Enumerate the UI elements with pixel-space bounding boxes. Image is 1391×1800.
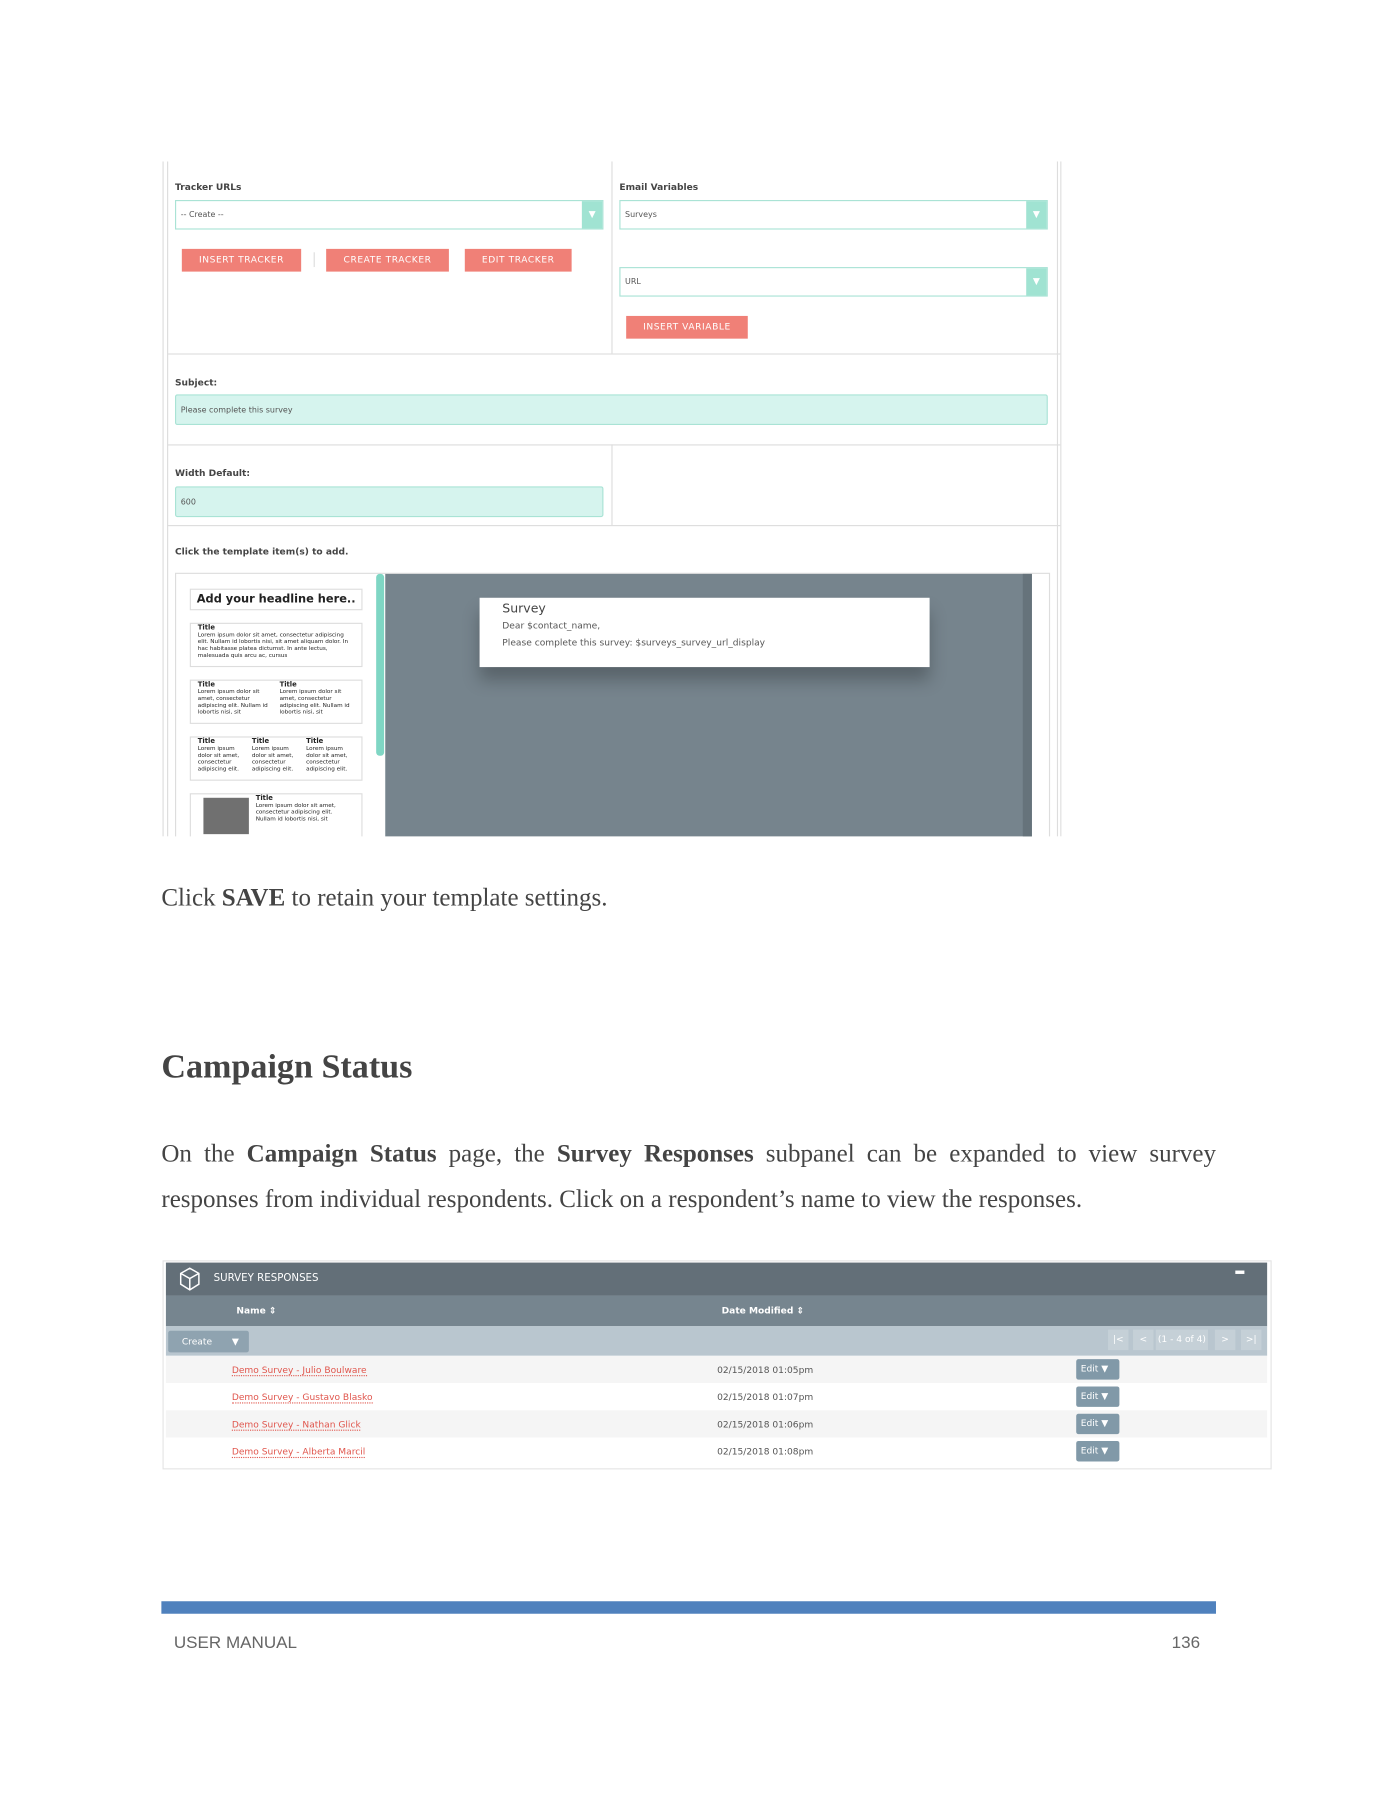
preview-title: Survey bbox=[502, 601, 546, 616]
paragraph-line-1 bbox=[161, 1139, 1216, 1169]
email-field-select[interactable] bbox=[619, 267, 1047, 297]
template-text: Lorem ipsum dolor sit amet, consectetur adipiscing elit. bbox=[251, 745, 294, 773]
insert-variable-button[interactable]: INSERT VARIABLE bbox=[626, 316, 748, 339]
insert-tracker-button[interactable]: INSERT TRACKER bbox=[182, 249, 301, 272]
table-row bbox=[166, 1383, 1267, 1410]
subject-input[interactable]: Please complete this survey bbox=[175, 394, 1048, 425]
survey-email-card[interactable] bbox=[480, 598, 930, 667]
email-module-value: Surveys bbox=[625, 210, 657, 220]
cube-icon bbox=[178, 1267, 201, 1291]
text: subpanel can be expanded to view survey bbox=[753, 1138, 1217, 1168]
edit-button[interactable]: Edit ▼ bbox=[1076, 1386, 1119, 1406]
date-modified: 02/15/2018 01:05pm bbox=[717, 1364, 814, 1376]
chevron-down-icon: ▼ bbox=[1026, 201, 1046, 228]
save-emphasis: SAVE bbox=[221, 883, 286, 912]
edit-button[interactable]: Edit ▼ bbox=[1076, 1359, 1119, 1379]
tracker-urls-label: Tracker URLs bbox=[175, 181, 242, 193]
edit-button[interactable]: Edit ▼ bbox=[1076, 1414, 1119, 1434]
preview-scrollbar[interactable] bbox=[1023, 574, 1032, 837]
preview-line: Please complete this survey: $surveys_survey_url_display bbox=[502, 637, 766, 648]
last-page-button[interactable]: >| bbox=[1241, 1330, 1261, 1350]
panel-header[interactable] bbox=[166, 1263, 1267, 1296]
tracker-url-select[interactable] bbox=[175, 200, 603, 230]
column-name-sort[interactable]: Name ⇕ bbox=[236, 1305, 277, 1316]
image-placeholder-icon bbox=[203, 798, 248, 834]
template-hint: Click the template item(s) to add. bbox=[175, 546, 349, 557]
template-text: Lorem ipsum dolor sit amet, consectetur adipiscing elit. Nullam id lobortis nisi, sit bbox=[279, 688, 350, 716]
respondent-link[interactable]: Demo Survey - Julio Boulware bbox=[231, 1364, 367, 1376]
table-row bbox=[166, 1438, 1267, 1465]
template-title: Title bbox=[255, 794, 273, 803]
edit-tracker-button[interactable]: EDIT TRACKER bbox=[465, 249, 572, 272]
template-text: Lorem ipsum dolor sit amet, consectetur adipiscing elit. bbox=[306, 745, 348, 773]
email-variables-label: Email Variables bbox=[619, 181, 699, 193]
template-title: Title bbox=[197, 623, 215, 632]
pagination-range: (1 - 4 of 4) bbox=[1156, 1330, 1208, 1350]
prev-page-button[interactable]: < bbox=[1133, 1330, 1153, 1350]
create-label: Create bbox=[181, 1336, 213, 1347]
emphasis: Campaign Status bbox=[246, 1138, 437, 1168]
respondent-link[interactable]: Demo Survey - Nathan Glick bbox=[231, 1419, 361, 1430]
template-editor-screenshot bbox=[161, 161, 1061, 836]
preview-line: Dear $contact_name, bbox=[502, 620, 601, 631]
collapse-icon[interactable] bbox=[1235, 1271, 1244, 1274]
table-row bbox=[166, 1410, 1267, 1437]
date-modified: 02/15/2018 01:06pm bbox=[717, 1419, 814, 1430]
page-number: 136 bbox=[1171, 1633, 1201, 1653]
create-tracker-button[interactable]: CREATE TRACKER bbox=[326, 249, 449, 272]
width-default-input[interactable]: 600 bbox=[175, 486, 603, 517]
template-title: Title bbox=[306, 737, 324, 746]
footer-label: USER MANUAL bbox=[173, 1633, 298, 1653]
text: page, the bbox=[436, 1138, 557, 1168]
dropdown-arrow-icon: ▼ bbox=[231, 1336, 239, 1347]
email-module-select[interactable] bbox=[619, 200, 1047, 230]
respondent-link[interactable]: Demo Survey - Gustavo Blasko bbox=[231, 1392, 373, 1403]
template-text: Lorem ipsum dolor sit amet, consectetur adipiscing elit. Nullam id lobortis nisi, sit bbox=[197, 688, 268, 716]
respondent-link[interactable]: Demo Survey - Alberta Marcil bbox=[231, 1446, 366, 1457]
template-image-text[interactable] bbox=[190, 793, 363, 836]
emphasis: Survey Responses bbox=[556, 1138, 754, 1168]
edit-button[interactable]: Edit ▼ bbox=[1076, 1441, 1119, 1461]
template-title: Title bbox=[279, 680, 297, 689]
save-instruction bbox=[161, 883, 607, 913]
template-text: Lorem ipsum dolor sit amet, consectetur adipiscing elit. bbox=[197, 745, 240, 773]
template-three-column[interactable] bbox=[190, 736, 363, 780]
date-modified: 02/15/2018 01:08pm bbox=[717, 1446, 814, 1457]
text: to retain your template settings. bbox=[285, 883, 608, 912]
column-date-sort[interactable]: Date Modified ⇕ bbox=[721, 1305, 805, 1316]
template-title: Title bbox=[197, 737, 215, 746]
width-default-label: Width Default: bbox=[175, 468, 251, 479]
email-field-value: URL bbox=[625, 277, 641, 287]
template-two-column[interactable] bbox=[190, 680, 363, 724]
chevron-down-icon: ▼ bbox=[1026, 268, 1046, 295]
template-list-scrollbar[interactable] bbox=[376, 574, 384, 756]
template-text: Lorem ipsum dolor sit amet, consectetur adipiscing elit. Nullam id lobortis nisi, sit amet aliquam dolor. In hac habitasse platea dictumst. In ante lectus, malesuada quis arcu ac, cursus bbox=[197, 631, 349, 660]
create-button[interactable] bbox=[168, 1331, 249, 1353]
template-title: Title bbox=[251, 737, 270, 746]
chevron-down-icon: ▼ bbox=[582, 201, 602, 228]
column-header-row bbox=[166, 1296, 1267, 1327]
template-one-column[interactable] bbox=[190, 623, 363, 667]
template-text: Lorem ipsum dolor sit amet, consectetur adipiscing elit. Nullam id lobortis nisi, sit bbox=[255, 802, 336, 823]
template-headline[interactable]: Add your headline here.. bbox=[190, 589, 363, 611]
footer-bar bbox=[161, 1601, 1216, 1614]
action-bar bbox=[166, 1326, 1267, 1356]
next-page-button[interactable]: > bbox=[1215, 1330, 1235, 1350]
section-heading: Campaign Status bbox=[161, 1047, 413, 1086]
date-modified: 02/15/2018 01:07pm bbox=[717, 1392, 814, 1403]
table-row bbox=[166, 1356, 1267, 1383]
panel-title: SURVEY RESPONSES bbox=[213, 1272, 319, 1285]
subject-label: Subject: bbox=[175, 377, 218, 388]
first-page-button[interactable]: |< bbox=[1108, 1330, 1128, 1350]
paragraph-line-2: responses from individual respondents. Click on a respondent’s name to view the responses. bbox=[161, 1184, 1083, 1213]
text: Click bbox=[161, 883, 222, 912]
text: On the bbox=[161, 1138, 247, 1168]
template-title: Title bbox=[197, 680, 215, 689]
tracker-url-value: -- Create -- bbox=[180, 210, 224, 220]
